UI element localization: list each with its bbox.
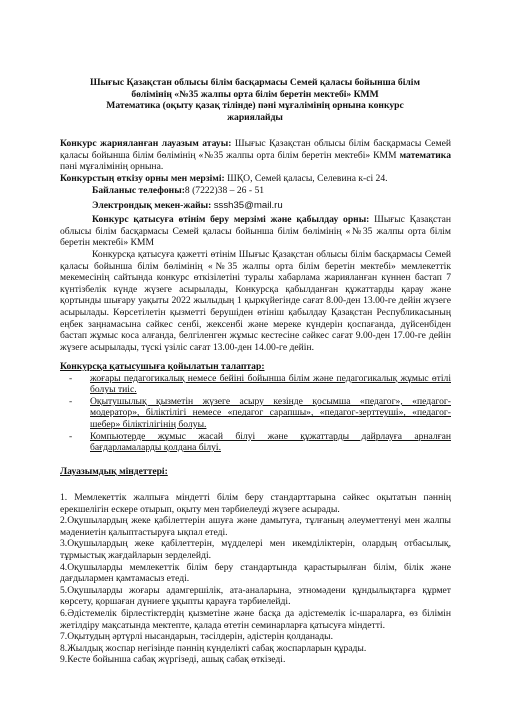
email-block (92, 200, 451, 212)
document-title (60, 77, 450, 123)
duty-item: 4.Оқушыларды мемлекеттік білім беру стандартында қарастырылған білім, білік және дағдылармен қамтамасыз етеді. (60, 561, 451, 585)
phone-text: 8 (7222)38 – 26 - 51 (184, 185, 265, 196)
requirements-list (60, 373, 451, 454)
place-label: Конкурстың өткізу орны мен мерзімі: (60, 173, 225, 184)
requirement-item: - жоғары педагогикалық немесе бейіні бойынша білім және педагогикалық жұмыс өтілі болуы тиіс. (69, 372, 451, 396)
phone-label: Байланыс телефоны: (92, 185, 185, 196)
deadline-block (60, 214, 451, 249)
position-subject: математика (399, 149, 451, 161)
place-text: ШҚО, Семей қаласы, Селевина к-сі 24. (224, 173, 388, 184)
email-label: Электрондық мекен-жайы: (92, 200, 214, 211)
main-paragraph (60, 249, 451, 353)
duty-item: 6.Әдістемелік бірлестіктердің қызметіне және басқа да әдістемелік іс-шараларға, өз білімін жетілдіру мақсатында мектепте, қалада өтетін семинарларға қатысуға міндетті. (60, 607, 451, 631)
duty-item: 7.Оқытудың әртүрлі нысандарын, тәсілдерін, әдістерін қолданады. (60, 631, 334, 643)
dash-bullet: - (69, 395, 73, 407)
phone-block (92, 185, 451, 197)
deadline-text: Шығыс Қазақстан облысы білім басқармасы Семей қаласы бойынша білім бөлімінің «№35 жалпы орта білім беретін мектебі» КММ (60, 214, 452, 249)
email-text: sssh35@mail.ru (213, 200, 283, 211)
requirements-heading: Конкурсқа қатысушыға қойылатын талаптар: (60, 361, 265, 372)
duty-item: 8.Жылдық жоспар негізінде пәннің күнделікті сабақ жоспарларын құрады. (60, 642, 367, 654)
title-line-4: жариялайды (227, 111, 283, 123)
dash-bullet: - (69, 430, 73, 442)
requirement-item: - Компьютерде жұмыс жасай білуі және құжаттарды дайрлауға арналған бағдарламаларды қолдана білуі. (69, 430, 451, 454)
duty-item: 5.Оқушыларды жоғары адамгершілік, ата-аналарына, этномәдени құндылықтарға құрмет көрсету, қоршаған дүниеге ұқыпты қарауға тәрбиелейді. (60, 584, 451, 608)
duties-list (60, 492, 451, 666)
duty-item: 1. Мемлекеттік жалпыға міндетті білім беру стандарттарына сәйкес оқытатын пәннің ерекшелігін ескере отырып, оқыту мен тәрбиелеуді жүзеге асырады. (60, 492, 451, 515)
title-line-1: Шығыс Қазақстан облысы білім басқармасы Семей қаласы бойынша білім (90, 77, 420, 88)
title-line-2: бөлімінің «№35 жалпы орта білім беретін мектебі» КММ (131, 88, 379, 100)
dash-bullet: - (69, 372, 73, 384)
position-text-end: пәні мұғалімінің орнына. (60, 161, 164, 173)
requirements-section (60, 361, 451, 454)
position-block (60, 138, 451, 173)
place-block (60, 173, 451, 185)
position-label: Конкурс жарияланған лауазым атауы: (60, 138, 232, 149)
title-line-3: Математика (оқыту қазақ тілінде) пәні мұғалімінің орнына конкурс (106, 100, 404, 112)
requirement-item: - Оқытушылық қызметін жүзеге асыру кезінде қосымша «педагог», «педагог-модератор», біліктілігі немесе «педагог сарапшы», «педагог-зерттеуші», «педагог-шебер» біліктілігінің болуы. (69, 395, 451, 430)
position-text: Шығыс Қазақстан облысы білім басқармасы Семей қаласы бойынша білім бөлімінің «№35 жалпы орта білім беретін мектебі» КММ (60, 138, 451, 161)
duty-item: 3.Оқушылардың жеке қабілеттерін, мүдделері мен икемділіктерін, олардың отбасылық, тұрмыстық жағдайларын зерделейді. (60, 538, 451, 561)
duty-item: 9.Кесте бойынша сабақ жүргізеді, ашық сабақ өткізеді. (60, 654, 286, 666)
deadline-label: Конкурс қатысуға өтінім беру мерзімі және қабылдау орны: (92, 214, 370, 225)
duties-heading: Лауазымдық міндеттері: (60, 466, 168, 477)
body-paragraph: Конкурсқа қатысуға қажетті өтінім Шығыс Қазақстан облысы білім басқармасы Семей қаласы бойынша білім бөлімінің «№35 жалпы орта білім беретін мектебі» мемлекеттік мекемесінің сайтында конкурс өткізілетіні туралы хабарлама жарияланған күннен бастап 7 күнтізбелік күнде жүзеге асырылады, Конкурсқа қабылданған құжаттарды қарау және қортынды шығару уақыты 2022 жылыдың 1 қыркүйегінде сағат 8.00-ден 13.00-ге дейін жүзеге асырылады. Көрсетілетін қызметті берушіден өтініш қабылдау Қазақстан Республикасының еңбек заңнамасына сәйкес сенбі, жексенбі және мереке күндерін қоспағанда, дүйсенбіден бастап жұмыс коса алғанда, белгіленген жұмыс кестесіне сәйкес сағат 9.00-ден 17.00-ге дейін жүзеге асырылады, түскі үзіліс сағат 13.00-ден 14.00-ге дейін. (60, 249, 451, 353)
duty-item: 2.Оқушылардың жеке қабілеттерін ашуға және дамытуға, тұлғаның әлеуметтенуі мен жалпы мәдениетін қалыптастыруға ықпал етеді. (60, 515, 451, 538)
